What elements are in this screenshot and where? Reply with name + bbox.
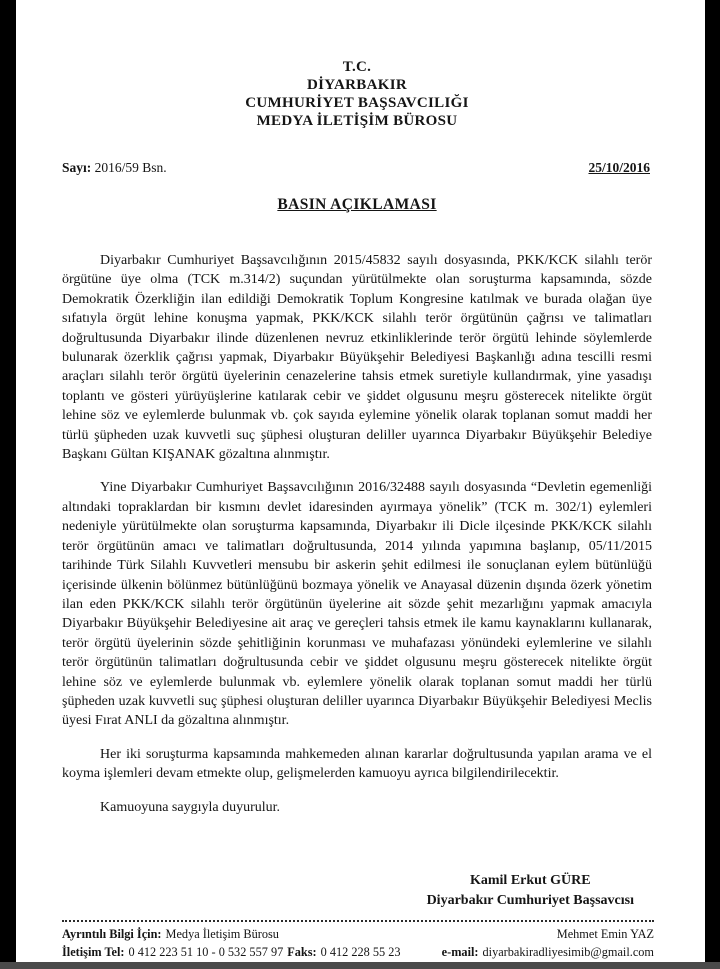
footer-info-value: Medya İletişim Bürosu: [165, 927, 279, 941]
paragraph-closing: Kamuoyuna saygıyla duyurulur.: [100, 799, 281, 815]
footer: [62, 920, 654, 961]
signature-name: Kamil Erkut GÜRE: [469, 872, 591, 888]
scan-artifact-right-bar: [705, 0, 720, 969]
footer-tel-label: İletişim Tel:: [62, 945, 125, 959]
document-page: [62, 0, 652, 969]
footer-contact-row: [62, 943, 654, 961]
footer-email: [442, 943, 654, 961]
footer-email-label: e-mail:: [441, 945, 479, 959]
footer-info-label: Ayrıntılı Bilgi İçin:: [62, 927, 162, 941]
footer-tel-value: 0 412 223 51 10 - 0 532 557 97: [128, 945, 284, 959]
signature-title: Diyarbakır Cumhuriyet Başsavcısı: [426, 892, 634, 908]
signature-block: [427, 871, 634, 911]
doc-date: 25/10/2016: [588, 160, 650, 175]
paragraph-investigation-2: Yine Diyarbakır Cumhuriyet Başsavcılığının 2016/32488 sayılı dosyasında “Devletin egemenliği altındaki topraklardan bir kısmını devlet idaresinden ayırmaya yönelik” (TCK m. 302/1) eylemleri nedeniyle yürütülmekte olan soruşturma kapsamında, Diyarbakır ili Dicle ilçesinde PKK/KCK silahlı terör örgütünün amacı ve talimatları doğrultusunda, 2014 yılında yapımına başlanıp, 05/11/2015 tarihinde Türk Silahlı Kuvvetleri mensubu bir askerin şehit edilmesi ile sonuçlanan eylem bütünlüğü içerisinde ülkenin bölünmez bütünlüğünü bozmaya yönelik ve Anayasal düzenin dışında özerk yönetim ilan eden PKK/KCK silahlı terör örgütünün üyelerine ait sözde şehit mezarlığını yapmak amacıyla Diyarbakır Büyükşehir Belediyesine ait araç ve gereçleri tahsis etmek ile kamu kaynaklarını kullanarak, terör örgütü üyelerinin sözde şehitliğinin korunması ve muhafazası yönündeki eylemlerine ve silahlı terör örgütünün talimatları doğrultusunda cebir ve şiddet olgusunu meşru gösterecek nitelikte örgüt lehine söz ve eylemlerde bulunmak vb. eylemlere yönelik olarak toplanan somut maddi her türlü şüpheden uzak kuvvetli suç şüphesi oluşturan deliller uyarınca Diyarbakır Büyükşehir Belediyesi Meclis üyesi Fırat ANLI da gözaltına alınmıştır.: [62, 480, 652, 729]
footer-contact-person: Mehmet Emin YAZ: [556, 927, 654, 941]
footer-info: [62, 925, 279, 943]
letterhead: [62, 58, 652, 130]
footer-email-value: diyarbakiradliyesimib@gmail.com: [482, 945, 654, 959]
body-text: [62, 251, 652, 817]
doc-number: [62, 160, 167, 176]
doc-number-label: Sayı:: [62, 160, 92, 175]
press-release-title: BASIN AÇIKLAMASI: [277, 196, 437, 213]
letterhead-line-office: CUMHURİYET BAŞSAVCILIĞI: [245, 95, 469, 111]
letterhead-line-city: DİYARBAKIR: [307, 77, 407, 93]
scan-artifact-left-bar: [0, 0, 16, 969]
letterhead-line-tc: T.C.: [342, 59, 372, 75]
paragraph-investigation-1: Diyarbakır Cumhuriyet Başsavcılığının 2015/45832 sayılı dosyasında, PKK/KCK silahlı terör örgütüne üye olma (TCK m.314/2) suçundan yürütülmekte olan soruşturma kapsamında, sözde Demokratik Özerkliğin ilan edildiği Demokratik Toplum Kongresine katılmak ve burada olağan üye sıfatıyla örgüt lehine konuşma yapmak, PKK/KCK silahlı terör örgütünün çağrısı ve talimatları doğrultusunda Diyarbakır ilinde düzenlenen nevruz etkinliklerinde terör örgütü lehinde söylemlerde bulunarak özerklik çağrısı yapmak, Diyarbakır Büyükşehir Belediyesi Başkanlığı adına tescilli resmi araçları silahlı terör örgütü üyelerinin cenazelerine tahsis etmek suretiyle kullandırmak, yine yasadışı toplantı ve gösteri yürüyüşlerine katılarak cebir ve şiddet olgusunu meşru gösterecek nitelikte örgüt lehine söz ve eylemlerde bulunmak vb. çok sayıda eylemine yönelik olarak toplanan somut maddi her türlü şüpheden uzak kuvvetli suç şüphesi oluşturan deliller uyarınca Diyarbakır Büyükşehir Belediye Başkanı Gültan KIŞANAK gözaltına alınmıştır.: [62, 253, 652, 463]
footer-fax-label: Faks:: [287, 945, 317, 959]
meta-row: [62, 160, 652, 176]
doc-number-value: 2016/59 Bsn.: [91, 160, 167, 175]
footer-tel-fax: [62, 943, 401, 961]
letterhead-line-bureau: MEDYA İLETİŞİM BÜROSU: [256, 113, 458, 129]
footer-info-row: [62, 925, 654, 943]
paragraph-status: Her iki soruşturma kapsamında mahkemeden alınan kararlar doğrultusunda yapılan arama ve el koyma işlemleri devam etmekte olup, gelişmelerden kamuoyu ayrıca bilgilendirilecektir.: [62, 746, 652, 782]
footer-fax-value: 0 412 228 55 23: [320, 945, 401, 959]
